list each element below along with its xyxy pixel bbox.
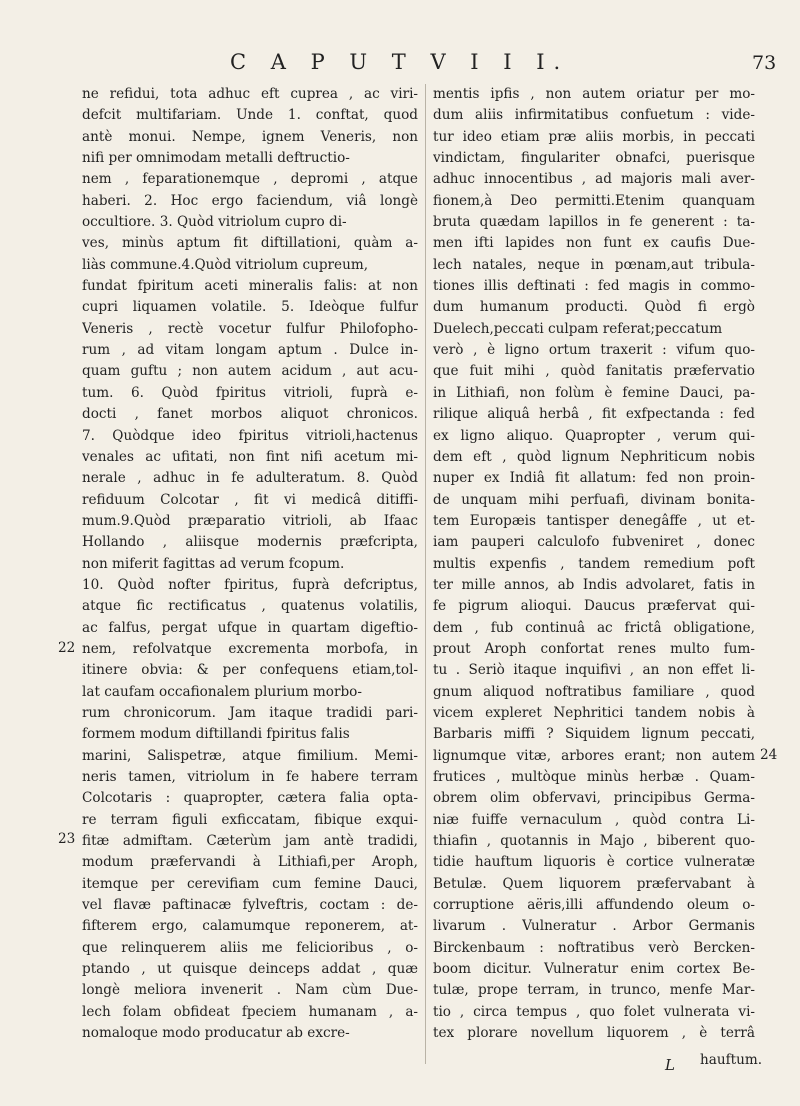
text-line: tio , circa tempus , quo folet vulnerata vi- bbox=[433, 1003, 755, 1020]
text-line: ves, minùs aptum fit diftillationi, quàm a- bbox=[82, 235, 418, 252]
text-line: nerale , adhuc in fe adulteratum. 8. Quòd bbox=[82, 470, 418, 487]
text-line: tiones illis deftinati : fed magis in commo- bbox=[433, 278, 755, 295]
text-line: venales ac ufitati, non fint nifi acetum mi- bbox=[82, 448, 418, 465]
text-line: thiafin , quotannis in Majo , biberent quo- bbox=[433, 833, 755, 850]
text-line: 7. Quòdque ideo fpiritus vitrioli,hactenus bbox=[82, 427, 418, 444]
text-line: antè monui. Nempe, ignem Veneris, non bbox=[82, 128, 418, 145]
text-line: ne refidui, tota adhuc eft cuprea , ac viri- bbox=[82, 86, 418, 102]
right-column bbox=[433, 84, 755, 1064]
text-line: corruptione aëris,illi affundendo oleum o- bbox=[433, 897, 755, 914]
text-line: vindictam, fingulariter obnafci, puerisque bbox=[433, 150, 755, 167]
text-line: que relinquerem aliis me felicioribus , o- bbox=[82, 939, 418, 956]
text-line: tulæ, prope terram, in trunco, menfe Mar- bbox=[433, 982, 755, 999]
text-line: modum præfervandi à Lithiafi,per Aroph, bbox=[82, 854, 418, 871]
text-line: boom dicitur. Vulneratur enim cortex Be- bbox=[433, 961, 755, 978]
text-line: fitæ admiftam. Cæterùm jam antè tradidi, bbox=[82, 833, 418, 850]
text-line: ex ligno aliquo. Quapropter , verum qui- bbox=[433, 427, 755, 444]
catchword: hauftum. bbox=[700, 1052, 763, 1068]
text-line: formem modum diftillandi fpiritus falis bbox=[82, 726, 350, 743]
text-line: dem eft , quòd lignum Nephriticum nobis bbox=[433, 448, 755, 465]
text-line: Barbaris miffi ? Siquidem lignum peccati, bbox=[433, 726, 755, 743]
text-line: rum chronicorum. Jam itaque tradidi pari- bbox=[82, 704, 418, 721]
text-line: nomaloque modo producatur ab excre- bbox=[82, 1025, 350, 1042]
text-line: lignumque vitæ, arbores erant; non autem bbox=[433, 747, 755, 764]
text-line: tur ideo etiam præ aliis morbis, in peccati bbox=[433, 128, 755, 145]
text-line: fundat fpiritum aceti mineralis falis: at non bbox=[82, 278, 418, 295]
text-line: atque fic rectificatus , quatenus volatilis, bbox=[82, 598, 418, 615]
text-line: Hollando , aliisque modernis præfcripta, bbox=[82, 534, 418, 551]
text-line: gnum aliquod noftratibus familiare , quod bbox=[433, 683, 755, 700]
text-line: nifi per omnimodam metalli deftructio- bbox=[82, 150, 350, 167]
text-line: refiduum Colcotar , fit vi medicâ ditiffi- bbox=[82, 491, 418, 508]
text-line: dem , fub continuâ ac frictâ obligatione, bbox=[433, 619, 755, 636]
text-line: docti , fanet morbos aliquot chronicos. bbox=[82, 406, 418, 423]
text-line: longè meliora invenerit . Nam cùm Due- bbox=[82, 982, 418, 999]
text-line: quam guftu ; non autem acidum , aut acu- bbox=[82, 363, 418, 380]
text-line: vicem expleret Nephritici tandem nobis à bbox=[433, 704, 755, 721]
page-number: 73 bbox=[752, 52, 777, 74]
text-line: in Lithiafi, non folùm è femine Dauci, pa- bbox=[433, 384, 755, 401]
text-line: iam pauperi calculofo fubveniret , donec bbox=[433, 534, 755, 551]
text-line: defcit multifariam. Unde 1. conftat, quod bbox=[82, 107, 418, 124]
text-line: multis expenfis , tandem remedium poft bbox=[433, 555, 755, 572]
left-column bbox=[82, 84, 418, 1064]
text-line: Birckenbaum : noftratibus verò Bercken- bbox=[433, 939, 755, 956]
text-line: Veneris , rectè vocetur fulfur Philofopho- bbox=[82, 320, 418, 337]
text-line: fifterem ergo, calamumque reponerem, at- bbox=[82, 918, 418, 935]
text-line: lech folam obfideat fpeciem humanam , a- bbox=[82, 1003, 418, 1020]
text-line: frutices , multòque minùs herbæ . Quam- bbox=[433, 769, 755, 785]
running-header bbox=[0, 50, 800, 80]
text-line: obrem olim obfervavi, principibus Germa- bbox=[433, 790, 755, 807]
margin-number-24: 24 bbox=[760, 747, 778, 763]
text-line: rilique aliquâ herbâ , fit exfpectanda : fed bbox=[433, 406, 755, 423]
text-line: 10. Quòd nofter fpiritus, fuprà defcriptus, bbox=[82, 576, 418, 593]
text-line: mum.9.Quòd præparatio vitrioli, ab Ifaac bbox=[82, 512, 418, 529]
text-line: tem Europæis tantisper denegâffe , ut et- bbox=[433, 512, 755, 529]
text-line: adhuc innocentibus , ad majoris mali aver- bbox=[433, 171, 755, 188]
text-line: neris tamen, vitriolum in fe habere terram bbox=[82, 769, 418, 785]
text-line: dum aliis infirmitatibus confuetum : vide- bbox=[433, 107, 755, 124]
text-line: tex plorare novellum liquorem , è terrâ bbox=[433, 1025, 755, 1042]
signature-mark: L bbox=[665, 1056, 675, 1074]
text-line: non miferit fagittas ad verum fcopum. bbox=[82, 555, 345, 572]
text-line: verò , è ligno ortum traxerit : vifum quo- bbox=[433, 342, 755, 359]
margin-number-22: 22 bbox=[58, 640, 76, 656]
text-line: cupri liquamen volatile. 5. Ideòque fulfur bbox=[82, 299, 418, 316]
text-line: lat caufam occafionalem plurium morbo- bbox=[82, 683, 362, 700]
text-line: haberi. 2. Hoc ergo faciendum, viâ longè bbox=[82, 192, 418, 209]
text-line: lech natales, neque in pœnam,aut tribula- bbox=[433, 256, 755, 273]
text-line: vel flavæ paftinacæ fylveftris, coctam : de- bbox=[82, 897, 418, 914]
text-line: tidie hauftum liquoris è cortice vulneratæ bbox=[433, 854, 755, 871]
text-line: Colcotaris : quapropter, cætera falia opta- bbox=[82, 790, 418, 807]
text-line: nem, refolvatque excrementa morbofa, in bbox=[82, 640, 418, 657]
text-line: ac falfus, pergat ufque in quartam digeftio- bbox=[82, 619, 418, 636]
text-line: tum. 6. Quòd fpiritus vitrioli, fuprà e- bbox=[82, 384, 418, 401]
text-line: occultiore. 3. Quòd vitriolum cupro di- bbox=[82, 214, 347, 231]
text-line: ter mille annos, ab Indis advolaret, fatis in bbox=[433, 576, 755, 593]
text-line: itemque per cerevifiam cum femine Dauci, bbox=[82, 875, 418, 892]
text-line: livarum . Vulneratur . Arbor Germanis bbox=[433, 918, 755, 935]
text-line: re terram figuli exficcatam, fibique exqui- bbox=[82, 811, 418, 828]
text-line: rum , ad vitam longam aptum . Dulce in- bbox=[82, 342, 418, 359]
text-line: de unquam mihi perfuafi, divinam bonita- bbox=[433, 491, 755, 508]
text-line: nuper ex Indiâ fit allatum: fed non proin- bbox=[433, 470, 755, 487]
text-line: liàs commune.4.Quòd vitriolum cupreum, bbox=[82, 256, 369, 273]
text-line: que fuit mihi , quòd fanitatis præfervatio bbox=[433, 363, 755, 380]
text-line: mentis ipfis , non autem oriatur per mo- bbox=[433, 86, 755, 102]
margin-number-23: 23 bbox=[58, 831, 76, 847]
text-line: men ifti lapides non funt ex caufis Due- bbox=[433, 235, 755, 252]
text-line: fionem,à Deo permitti.Etenim quanquam bbox=[433, 192, 755, 209]
text-line: nem , feparationemque , depromi , atque bbox=[82, 171, 418, 188]
text-line: fe pigrum alioqui. Daucus præfervat qui- bbox=[433, 598, 755, 615]
text-line: bruta quædam lapillos in fe generent : ta- bbox=[433, 214, 755, 231]
text-line: prout Aroph confortat renes multo fum- bbox=[433, 640, 755, 657]
text-line: itinere obvia: & per confequens etiam,tol- bbox=[82, 662, 418, 679]
text-line: niæ fuiffe vernaculum , quòd contra Li- bbox=[433, 811, 755, 828]
text-line: ptando , ut quisque deinceps addat , quæ bbox=[82, 961, 418, 978]
column-divider bbox=[425, 84, 426, 1064]
chapter-title: C A P U T V I I I. bbox=[230, 50, 570, 74]
text-line: marini, Salispetræ, atque fimilium. Memi- bbox=[82, 747, 418, 764]
text-line: Betulæ. Quem liquorem præfervabant à bbox=[433, 875, 755, 892]
text-line: Duelech,peccati culpam referat;peccatum bbox=[433, 320, 723, 337]
text-line: dum humanum producti. Quòd fi ergò bbox=[433, 299, 755, 316]
text-line: tu . Seriò itaque inquifivi , an non effet li- bbox=[433, 662, 755, 679]
